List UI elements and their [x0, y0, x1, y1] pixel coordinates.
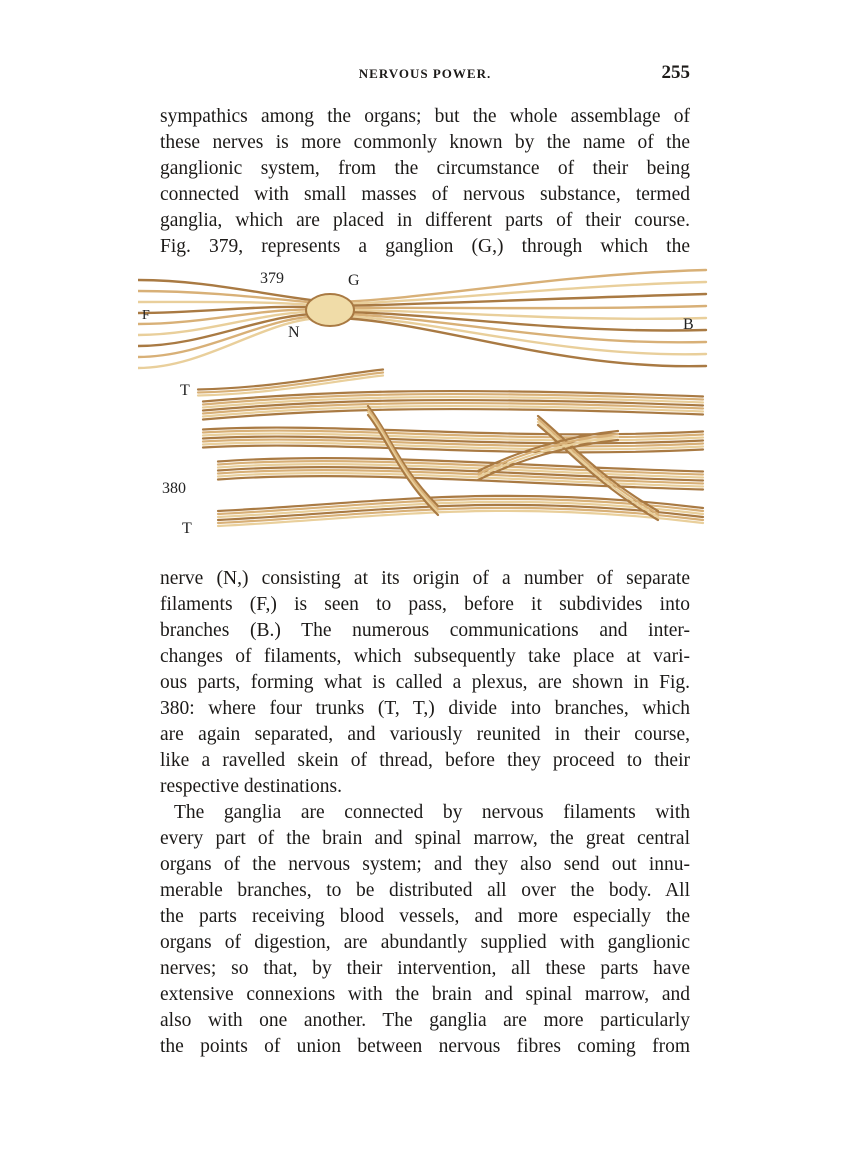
- ganglion-label-g: G: [348, 272, 360, 289]
- text-line: filaments (F,) is seen to pass, before it subdivides into: [160, 594, 690, 615]
- nerve-fibre: [338, 294, 706, 306]
- text-line: ous parts, forming what is called a plexus, are shown in Fig.: [160, 672, 690, 693]
- running-head: NERVOUS POWER.: [358, 66, 492, 81]
- text-line: also with one another. The ganglia are more particularly: [160, 1010, 690, 1031]
- text-line: merable branches, to be distributed all over the body. All: [160, 880, 690, 901]
- text-line: respective destinations.: [160, 776, 342, 797]
- text-line: The ganglia are connected by nervous filaments with: [174, 802, 690, 823]
- text-line: nerves; so that, by their intervention, all these parts have: [160, 958, 690, 979]
- fig-379-label: 379: [260, 270, 284, 287]
- paragraph-2: [160, 566, 690, 800]
- text-line: ganglionic system, from the circumstance of their being: [160, 158, 690, 179]
- nerve-fibre: [368, 406, 438, 506]
- nerve-label-n: N: [288, 324, 300, 341]
- nerve-figure: [138, 262, 708, 552]
- nerve-fibre: [138, 302, 328, 306]
- text-line: Fig. 379, represents a ganglion (G,) through which the: [160, 236, 690, 257]
- trunk-label-t-bottom: T: [182, 520, 192, 537]
- text-line: the points of union between nervous fibres coming from: [160, 1036, 690, 1057]
- text-line: branches (B.) The numerous communications and inter-: [160, 620, 690, 641]
- text-line: ganglia, which are placed in different parts of their course.: [160, 210, 690, 231]
- text-line: sympathics among the organs; but the whole assemblage of: [160, 106, 690, 127]
- text-line: changes of filaments, which subsequently take place at vari-: [160, 646, 690, 667]
- text-line: the parts receiving blood vessels, and more especially the: [160, 906, 690, 927]
- branches-label-b: B: [683, 316, 694, 333]
- text-line: nerve (N,) consisting at its origin of a number of separate: [160, 568, 690, 589]
- text-line: organs of the nervous system; and they also send out innu-: [160, 854, 690, 875]
- text-line: extensive connexions with the brain and spinal marrow, and: [160, 984, 690, 1005]
- nerve-illustration: [138, 262, 708, 552]
- text-line: like a ravelled skein of thread, before they proceed to their: [160, 750, 690, 771]
- nerve-fibre: [338, 270, 706, 302]
- text-line: these nerves is more commonly known by the name of the: [160, 132, 690, 153]
- paragraph-1: [160, 104, 690, 260]
- plexus-illustration: [198, 370, 703, 527]
- text-line: every part of the brain and spinal marrow, the great central: [160, 828, 690, 849]
- trunk-label-t-top: T: [180, 382, 190, 399]
- text-line: are again separated, and variously reunited in their course,: [160, 724, 690, 745]
- text-line: organs of digestion, are abundantly supplied with ganglionic: [160, 932, 690, 953]
- text-line: connected with small masses of nervous substance, termed: [160, 184, 690, 205]
- ganglion-shape: [306, 294, 354, 326]
- ganglion-illustration: [138, 270, 706, 368]
- filaments-label-f: F: [142, 308, 150, 323]
- page-number: 255: [661, 62, 690, 83]
- text-line: 380: where four trunks (T, T,) divide into branches, which: [160, 698, 690, 719]
- page-header: [160, 62, 690, 86]
- fig-380-label: 380: [162, 480, 186, 497]
- paragraph-3: [160, 800, 690, 1060]
- nerve-fibre: [338, 306, 706, 308]
